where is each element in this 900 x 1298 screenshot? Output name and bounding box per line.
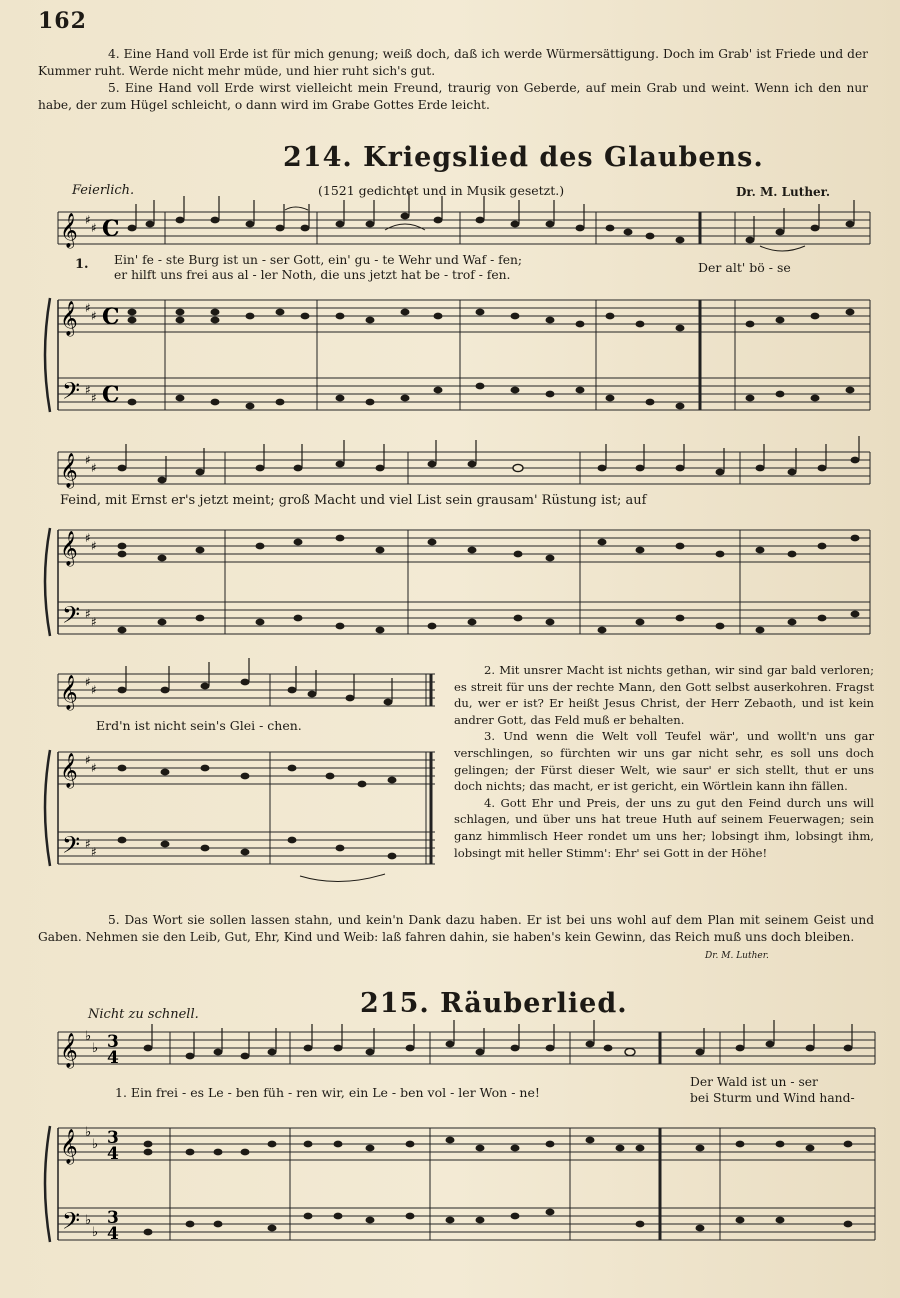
svg-text:𝄞: 𝄞 (60, 675, 78, 710)
svg-text:♯: ♯ (91, 539, 97, 553)
source-note: (1521 gedichtet und in Musik gesetzt.) (318, 183, 565, 198)
lyrics-line-1c: Der alt' bö - se (698, 260, 791, 275)
svg-text:𝄢: 𝄢 (62, 1207, 81, 1240)
svg-text:3: 3 (107, 1208, 119, 1228)
song-title: Kriegslied des Glaubens. (363, 142, 764, 173)
svg-text:♯: ♯ (85, 675, 91, 689)
time-signature-c: C (102, 216, 120, 242)
music-system-4 (40, 1020, 880, 1290)
svg-text:𝄢: 𝄢 (62, 601, 81, 634)
time-signature-top: 3 (107, 1032, 119, 1052)
previous-song-verses (38, 46, 868, 114)
lyrics-215-line-1b: Der Wald ist un - ser (690, 1075, 818, 1089)
svg-text:C: C (102, 304, 120, 330)
lyrics-215-line-1c: bei Sturm und Wind hand- (690, 1091, 855, 1105)
svg-text:♭: ♭ (92, 1225, 99, 1240)
song-214-heading (283, 142, 764, 173)
svg-text:♭: ♭ (85, 1029, 92, 1044)
svg-text:♯: ♯ (91, 615, 97, 629)
lyrics-line-1a: Ein' fe - ste Burg ist un - ser Gott, ein' gu - te Wehr und Waf - fen; (114, 253, 523, 267)
lyrics-215-line-1: 1. Ein frei - es Le - ben füh - ren wir, ein Le - ben vol - ler Won - ne! (115, 1085, 540, 1100)
svg-text:𝄢: 𝄢 (62, 377, 81, 410)
page-number: 162 (38, 8, 87, 34)
signature: Dr. M. Luther. (705, 951, 769, 961)
svg-text:♭: ♭ (92, 1041, 99, 1056)
svg-text:♭: ♭ (85, 1125, 92, 1140)
lyrics-line-2: Feind, mit Ernst er's jetzt meint; groß Macht und viel List sein grausam' Rüstung ist; auf (60, 493, 647, 508)
svg-text:♯: ♯ (91, 391, 97, 405)
svg-text:𝄞: 𝄞 (60, 531, 78, 566)
svg-text:♯: ♯ (85, 301, 91, 315)
verse-paragraph: 5. Eine Hand voll Erde wirst vielleicht mein Freund, traurig von Geberde, auf mein Grab und weint. Wenn ich den nur habe, der zum Hügel schleicht, o dann wird im Grabe Gottes Erde leicht. (38, 81, 868, 112)
svg-text:𝄞: 𝄞 (60, 753, 78, 788)
tempo-marking: Feierlich. (72, 183, 135, 198)
svg-text:♯: ♯ (85, 213, 91, 227)
song-title: Räuberlied. (440, 988, 628, 1019)
svg-text:𝄞: 𝄞 (60, 453, 78, 488)
verse-4: 4. Gott Ehr und Preis, der uns zu gut den Feind durch uns will schlagen, und über uns hat treue Huth auf seinem Feuerwagen; sein ganz himmlisch Heer rondet um uns her; lobsingt ihm, lobsingt ihm, lobsingt mit heller Stimm': Ehr' sei Gott in der Höhe! (454, 795, 874, 860)
song-number: 215. (360, 988, 430, 1019)
svg-text:3: 3 (107, 1128, 119, 1148)
svg-text:♯: ♯ (85, 383, 91, 397)
lyrics-line-3: Erd'n ist nicht sein's Glei - chen. (96, 718, 302, 733)
svg-text:C: C (102, 382, 120, 408)
svg-text:♯: ♯ (85, 531, 91, 545)
composer-credit: Dr. M. Luther. (736, 185, 831, 199)
music-system-2 (40, 440, 875, 655)
further-verses (454, 662, 874, 861)
svg-text:♯: ♯ (91, 461, 97, 475)
svg-text:♯: ♯ (85, 837, 91, 851)
verse-number: 1. (75, 257, 89, 272)
svg-text:𝄞: 𝄞 (60, 1033, 78, 1068)
svg-text:𝄞: 𝄞 (60, 301, 78, 336)
svg-text:♭: ♭ (85, 1213, 92, 1228)
svg-text:4: 4 (107, 1144, 119, 1164)
song-number: 214. (283, 142, 353, 173)
time-signature-bottom: 4 (107, 1048, 119, 1068)
lyrics-line-1b: er hilft uns frei aus al - ler Noth, die uns jetzt hat be - trof - fen. (114, 268, 511, 282)
verse-5: 5. Das Wort sie sollen lassen stahn, und kein'n Dank dazu haben. Er ist bei uns wohl auf dem Plan mit seinem Geist und Gaben. Nehmen sie den Leib, Gut, Ehr, Kind und Weib: laß fahren dahin, sie haben's kein Gewinn, das Reich muß uns doch bleiben. (38, 913, 874, 944)
svg-text:𝄢: 𝄢 (62, 831, 81, 864)
song-215-heading (360, 988, 628, 1019)
svg-text:♯: ♯ (91, 683, 97, 697)
svg-text:♯: ♯ (91, 309, 97, 323)
verse-2: 2. Mit unsrer Macht ist nichts gethan, wir sind gar bald verloren; es streit für uns der rechte Mann, den Gott selbst auserkohren. Fragst du, wer er ist? Er heißt Jesus Christ, der Herr Zebaoth, und ist kein andrer Gott, das Feld muß er behalten. (454, 663, 874, 727)
svg-text:♯: ♯ (85, 607, 91, 621)
svg-text:𝄞: 𝄞 (60, 213, 78, 248)
music-system-3 (40, 662, 440, 887)
svg-text:♯: ♯ (91, 221, 97, 235)
svg-text:4: 4 (107, 1224, 119, 1244)
svg-text:𝄞: 𝄞 (60, 1129, 78, 1164)
tempo-marking: Nicht zu schnell. (88, 1007, 199, 1022)
verse-3: 3. Und wenn die Welt voll Teufel wär', und wollt'n uns gar verschlingen, so fürchten wir uns gar nicht sehr, es soll uns doch gelingen; der Fürst dieser Welt, wie saur' er sich stellt, thut er uns doch nichts; das macht, er ist gericht, ein Wörtlein kann ihn fällen. (454, 729, 874, 794)
music-system-1 (40, 200, 875, 440)
svg-text:♯: ♯ (85, 753, 91, 767)
svg-text:♯: ♯ (91, 761, 97, 775)
svg-text:♯: ♯ (91, 845, 97, 859)
verse-paragraph: 4. Eine Hand voll Erde ist für mich genung; weiß doch, daß ich werde Würmersättigung. Doch im Grab' ist Friede und der Kummer ruht. Werde nicht mehr müde, und hier ruht sich's gut. (38, 47, 868, 78)
svg-text:♯: ♯ (85, 453, 91, 467)
svg-text:♭: ♭ (92, 1137, 99, 1152)
